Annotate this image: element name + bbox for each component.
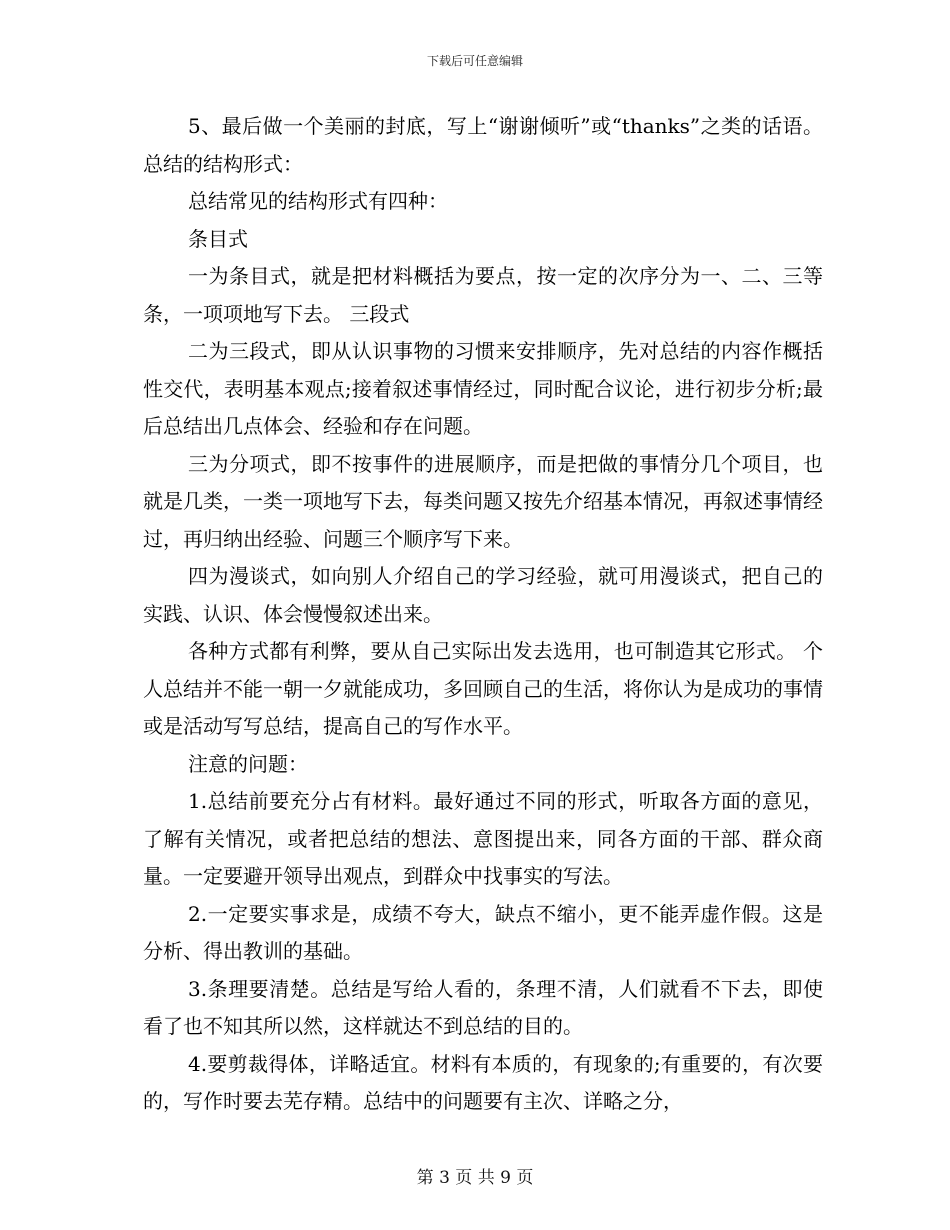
paragraph-note-3: 3.条理要清楚。总结是写给人看的，条理不清，人们就看不下去，即使看了也不知其所以然，这样就达不到总结的目的。 [143, 976, 823, 1038]
paragraph-back-cover: 5、最后做一个美丽的封底，写上“谢谢倾听”或“thanks”之类的话语。 总结的结构形式： [143, 114, 830, 176]
paragraph-note-1: 1.总结前要充分占有材料。最好通过不同的形式，听取各方面的意见，了解有关情况，或者把总结的想法、意图提出来，同各方面的干部、群众商量。一定要避开领导出观点，到群众中找事实的写法。 [143, 789, 823, 888]
heading-item-style: 条目式 [188, 226, 248, 251]
paragraph-informal: 四为漫谈式，如向别人介绍自己的学习经验，就可用漫谈式，把自己的实践、认识、体会慢慢叙述出来。 [143, 564, 823, 626]
page-header: 下载后可任意编辑 [426, 54, 523, 68]
heading-notes: 注意的问题： [188, 751, 308, 776]
page-number-footer: 第 3 页 共 9 页 [416, 1168, 534, 1188]
document-body [143, 108, 830, 1121]
paragraph-note-4: 4.要剪裁得体，详略适宜。材料有本质的，有现象的;有重要的，有次要的，写作时要去芜存精。总结中的问题要有主次、详略之分， [143, 1051, 823, 1113]
paragraph-note-2: 2.一定要实事求是，成绩不夸大，缺点不缩小，更不能弄虚作假。这是分析、得出教训的基础。 [143, 901, 823, 963]
paragraph-structure-intro: 总结常见的结构形式有四种： [188, 189, 448, 213]
paragraph-pros-cons: 各种方式都有利弊，要从自己实际出发去选用，也可制造其它形式。 个人总结并不能一朝一夕就能成功，多回顾自己的生活，将你认为是成功的事情或是活动写写总结，提高自己的写作水平。 [143, 639, 823, 738]
paragraph-three-section: 二为三段式，即从认识事物的习惯来安排顺序，先对总结的内容作概括性交代，表明基本观点;接着叙述事情经过，同时配合议论，进行初步分析;最后总结出几点体会、经验和存在问题。 [143, 339, 823, 438]
paragraph-item-style: 一为条目式，就是把材料概括为要点，按一定的次序分为一、二、三等条，一项项地写下去。 三段式 [143, 264, 823, 326]
paragraph-itemized: 三为分项式，即不按事件的进展顺序，而是把做的事情分几个项目，也就是几类，一类一项地写下去，每类问题又按先介绍基本情况，再叙述事情经过，再归纳出经验、问题三个顺序写下来。 [143, 451, 823, 551]
